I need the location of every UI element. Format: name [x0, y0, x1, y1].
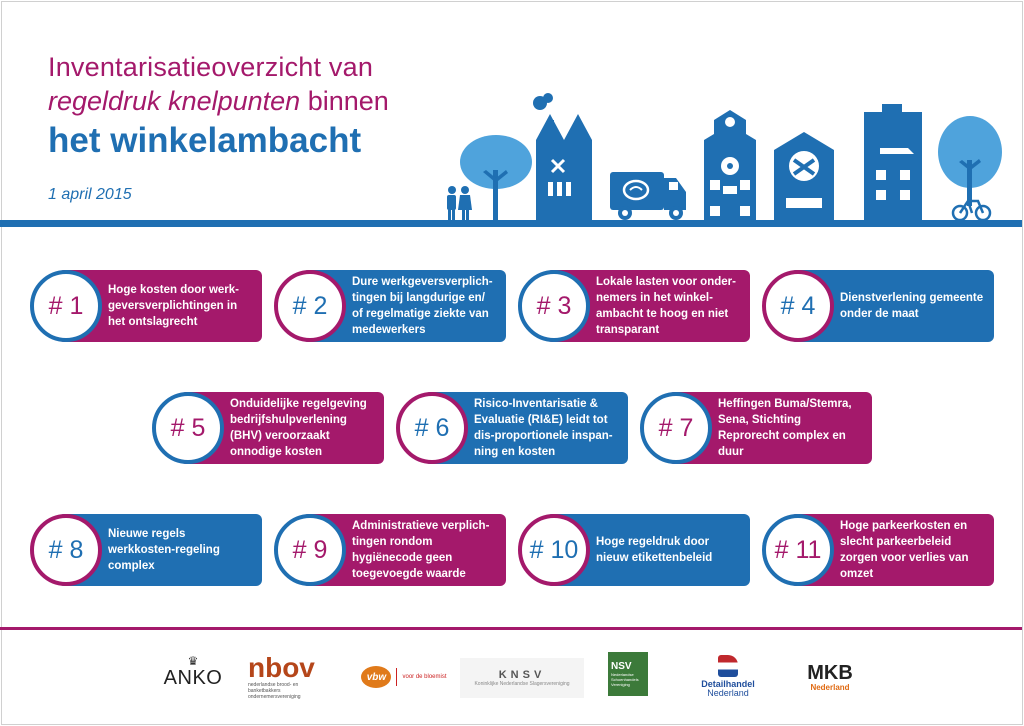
card-text: Risico-Inventarisatie & Evaluatie (RI&E) leidt tot dis-proportionele inspan-ning en kosten	[474, 398, 613, 458]
title-italic-part: regeldruk knelpunten	[48, 86, 301, 116]
card-number: # 9	[292, 535, 328, 564]
card-text: Hoge parkeerkosten en slecht parkeerbeleid zorgen voor verlies van omzet	[840, 520, 969, 580]
truck-icon	[610, 172, 686, 220]
card-text: Dienstverlening gemeente onder de maat	[840, 292, 984, 320]
anko-logo	[158, 652, 228, 692]
town-skyline-illustration	[430, 90, 1010, 225]
card-number-circle	[518, 514, 590, 586]
issue-card-3	[518, 270, 750, 342]
footer-divider	[0, 627, 1022, 630]
nbov-logo-text: nbov	[248, 652, 315, 683]
card-number-circle	[274, 270, 346, 342]
issue-card-6	[396, 392, 628, 464]
card-text: Hoge regeldruk door nieuw etikettenbeleid	[596, 536, 713, 564]
vbw-logo-divider	[396, 668, 397, 686]
card-number-circle	[762, 514, 834, 586]
publication-date: 1 april 2015	[48, 186, 132, 203]
card-text: Nieuwe regels werkkosten-regeling complex	[108, 528, 220, 572]
crown-icon: ♛	[187, 654, 199, 668]
detailhandel-logo-text: Detailhandel	[701, 678, 755, 689]
nsv-logo-subtitle: Nederlandse Schoenhandels Vereniging	[611, 672, 639, 687]
tree-icon	[938, 116, 1002, 206]
house-icon	[704, 110, 756, 220]
nsv-logo	[608, 652, 648, 696]
flag-icon	[718, 655, 738, 677]
house-icon	[774, 132, 834, 220]
card-number: # 1	[48, 291, 84, 320]
card-number: # 11	[774, 535, 822, 564]
vbw-logo-text: vbw	[366, 671, 387, 683]
page-title	[48, 50, 468, 162]
issue-card-2	[274, 270, 506, 342]
nsv-logo-text: NSV	[611, 661, 632, 672]
title-line-2	[48, 84, 468, 118]
card-text: Administratieve verplich-tingen rondom hygiënecode geen toegevoegde waarde	[352, 520, 490, 580]
mkb-logo-text: MKB	[807, 661, 853, 684]
card-number: # 5	[170, 413, 206, 442]
mkb-nederland-logo	[798, 658, 862, 696]
house-icon	[533, 93, 592, 220]
street-line	[0, 220, 1022, 227]
title-line-2-rest: binnen	[300, 86, 389, 116]
title-line-3: het winkelambacht	[48, 121, 362, 160]
card-number: # 3	[536, 291, 572, 320]
issue-card-8	[30, 514, 262, 586]
card-text: Heffingen Buma/Stemra, Sena, Stichting Reprorecht complex en duur	[718, 398, 852, 458]
card-number: # 2	[292, 291, 328, 320]
card-number-circle	[640, 392, 712, 464]
card-number: # 7	[658, 413, 694, 442]
card-number: # 4	[780, 291, 816, 320]
issue-card-5	[152, 392, 384, 464]
card-number-circle	[152, 392, 224, 464]
card-number-circle	[396, 392, 468, 464]
detailhandel-nederland-logo	[688, 652, 768, 700]
card-number: # 10	[529, 535, 579, 564]
house-icon	[864, 104, 922, 220]
card-number-circle	[274, 514, 346, 586]
partner-logos	[0, 648, 1022, 708]
issue-card-11	[762, 514, 994, 586]
card-text: Onduidelijke regelgeving bedrijfshulpverlening (BHV) veroorzaakt onnodige kosten	[230, 398, 367, 458]
mkb-logo-subtitle: Nederland	[810, 682, 850, 692]
knsv-logo-subtitle: Koninklijke Nederlandse Slagersvereniging	[474, 681, 570, 687]
issue-card-9	[274, 514, 506, 586]
card-number-circle	[30, 270, 102, 342]
card-number-circle	[30, 514, 102, 586]
title-line-1: Inventarisatieoverzicht van	[48, 52, 374, 82]
people-icon	[447, 186, 472, 220]
issue-card-10	[518, 514, 750, 586]
nbov-logo-subtitle: nederlandse brood- en banketbakkers ondernemersvereniging	[248, 682, 301, 700]
vbw-logo	[356, 662, 452, 692]
card-text: Lokale lasten voor onder-nemers in het winkel-ambacht te hoog en niet transparant	[596, 276, 736, 336]
vbw-logo-mark	[361, 666, 391, 688]
vbw-logo-subtitle: voor de bloemist	[402, 674, 447, 680]
card-number: # 8	[48, 535, 84, 564]
card-text: Hoge kosten door werk-geversverplichtingen in het ontslagrecht	[108, 284, 239, 328]
nbov-logo	[248, 652, 330, 700]
issue-card-4	[762, 270, 994, 342]
card-text: Dure werkgeversverplich-tingen bij langdurige en/ of regelmatige ziekte van medewerkers	[352, 276, 493, 336]
card-number-circle	[762, 270, 834, 342]
knsv-logo	[460, 658, 584, 698]
card-number-circle	[518, 270, 590, 342]
detailhandel-logo-subtitle: Nederland	[707, 687, 749, 698]
card-number: # 6	[414, 413, 450, 442]
issue-card-1	[30, 270, 262, 342]
knsv-logo-text: KNSV	[498, 669, 546, 681]
issue-card-7	[640, 392, 872, 464]
anko-logo-text: ANKO	[163, 667, 223, 689]
